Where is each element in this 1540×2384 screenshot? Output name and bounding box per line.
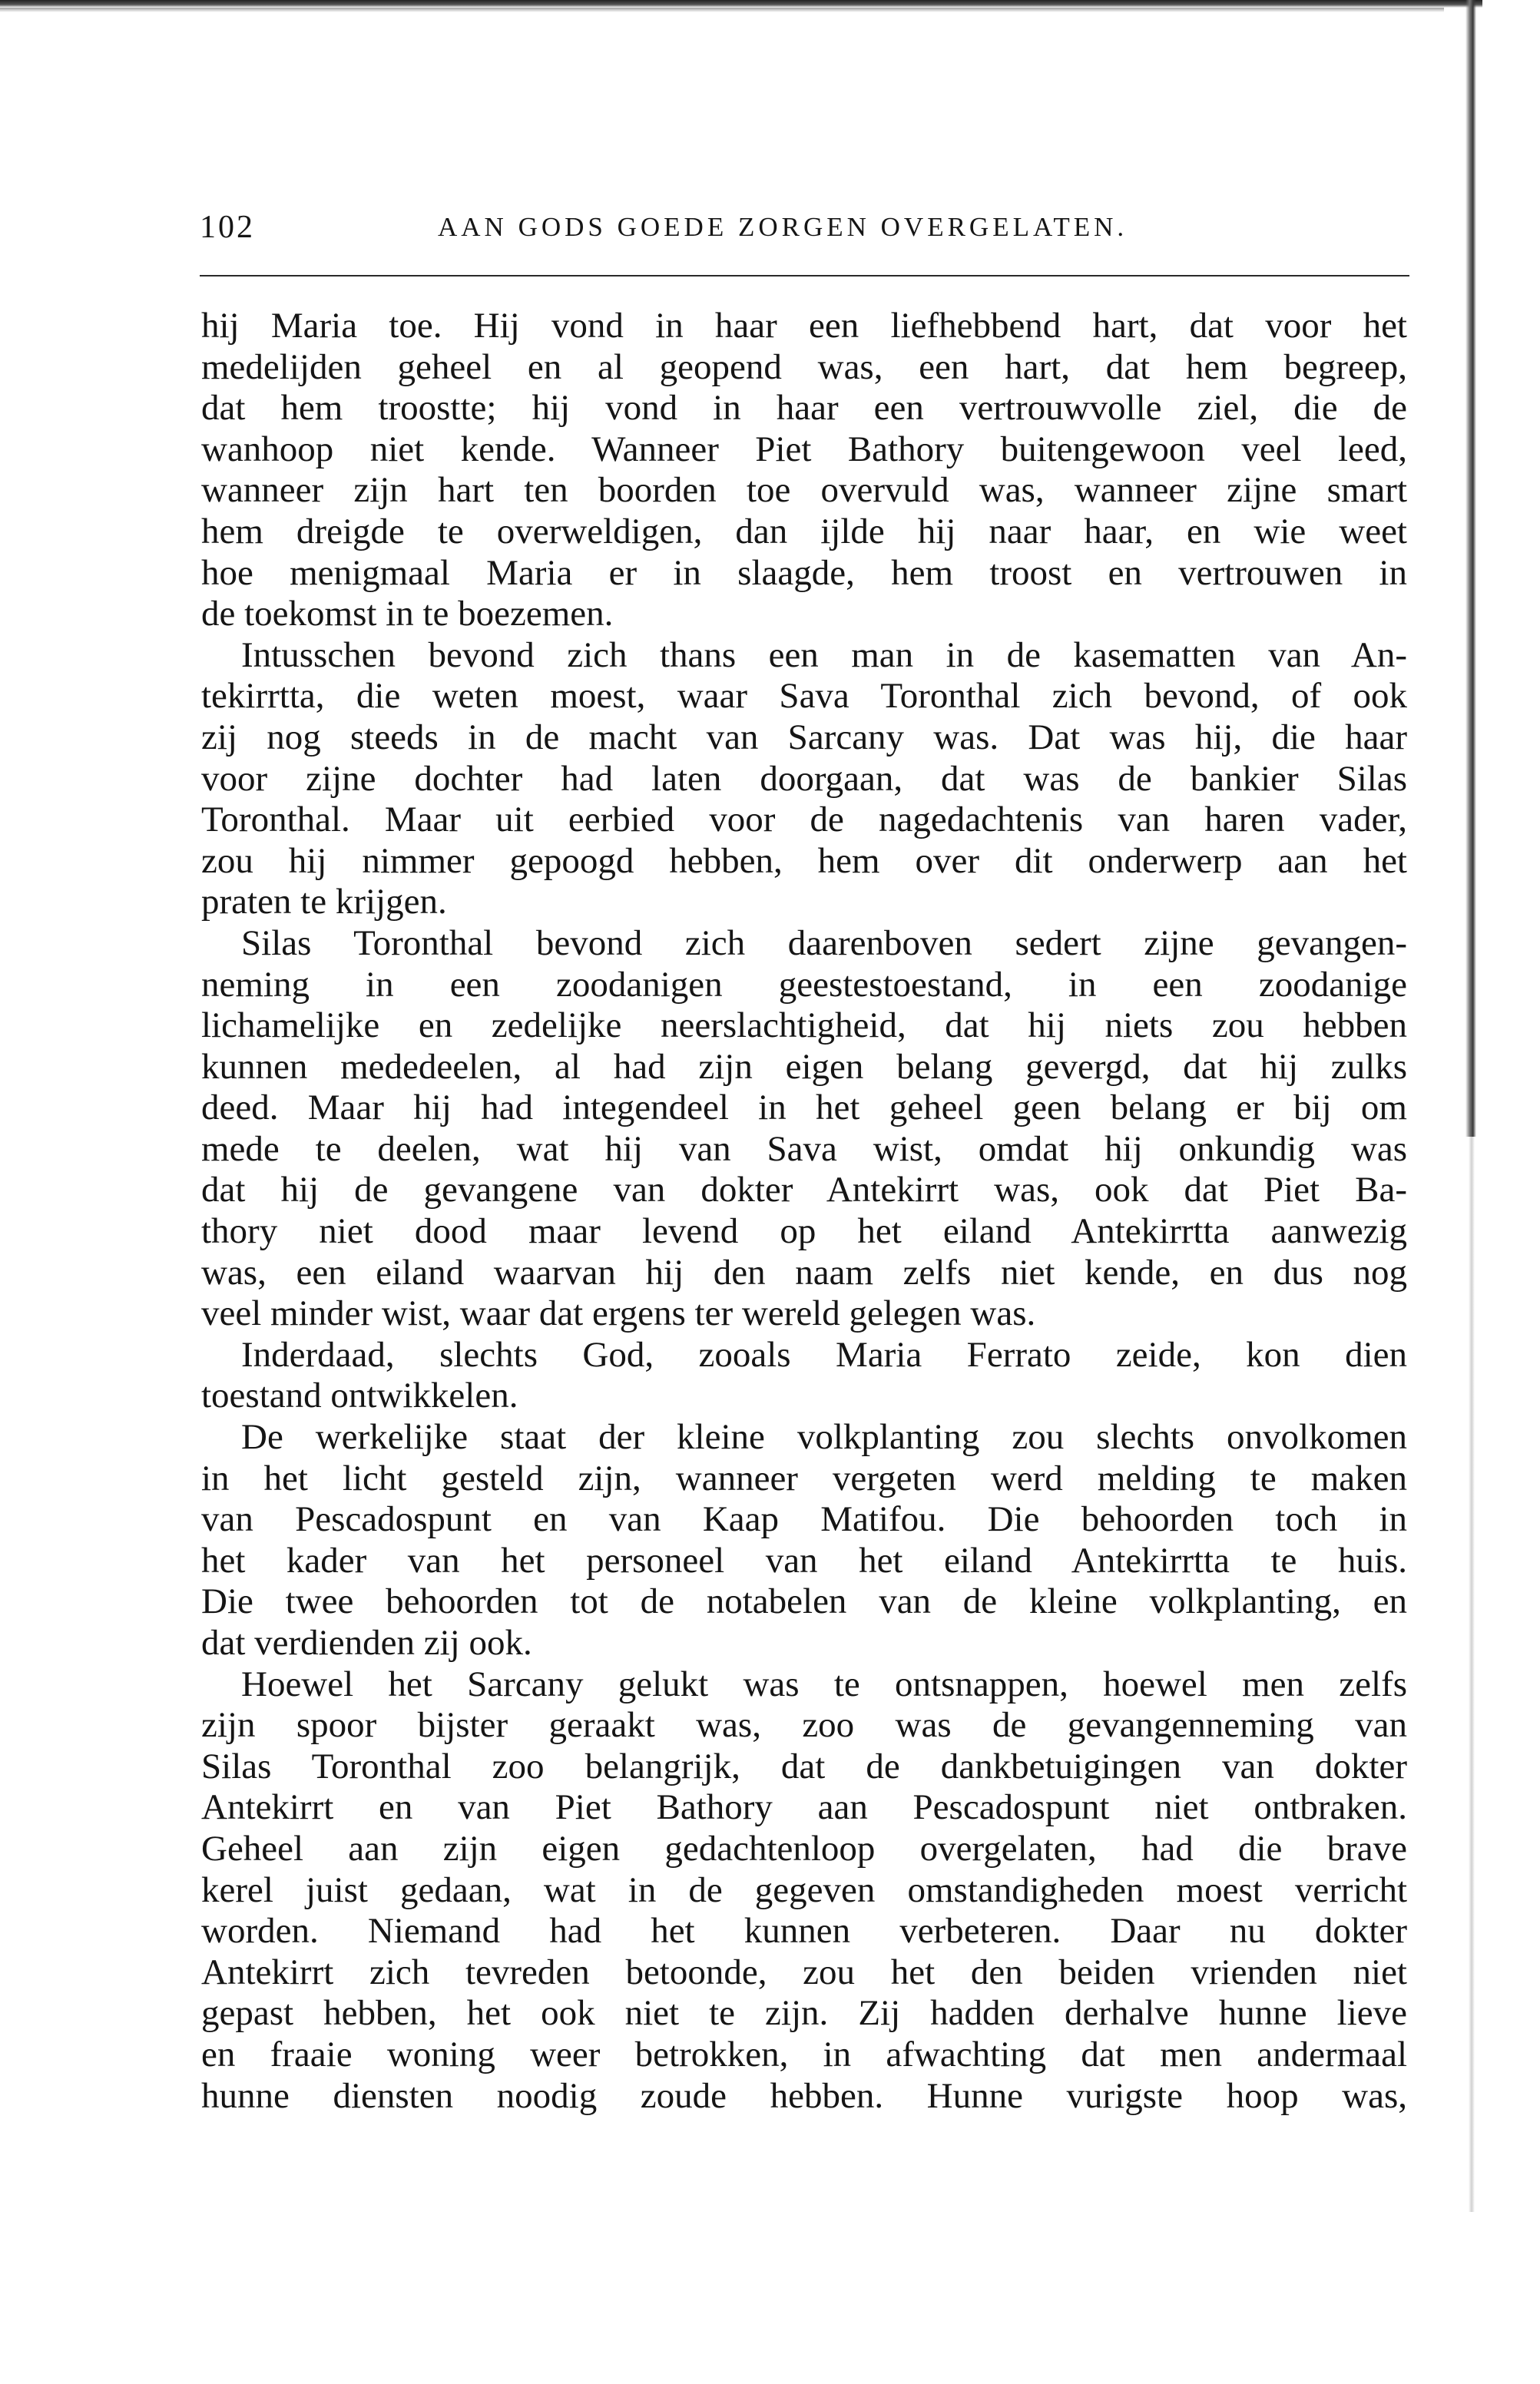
text-line: deed. Maar hij had integendeel in het geheel geen belang er bij om bbox=[201, 1088, 1407, 1128]
scan-top-edge bbox=[0, 0, 1482, 8]
text-line: Die twee behoorden tot de notabelen van de kleine volkplanting, en bbox=[201, 1581, 1407, 1622]
text-line: wanneer zijn hart ten boorden toe overvuld was, wanneer zijne smart bbox=[201, 470, 1407, 511]
text-line: tekirrtta, die weten moest, waar Sava Toronthal zich bevond, of ook bbox=[201, 676, 1407, 717]
text-line: gepast hebben, het ook niet te zijn. Zij hadden derhalve hunne lieve bbox=[201, 1993, 1407, 2034]
text-line: Toronthal. Maar uit eerbied voor de nagedachtenis van haren vader, bbox=[201, 800, 1407, 840]
page-header bbox=[200, 209, 1409, 255]
text-line: van Pescadospunt en van Kaap Matifou. Die behoorden toch in bbox=[201, 1499, 1407, 1540]
text-line: hoe menigmaal Maria er in slaagde, hem troost en vertrouwen in bbox=[201, 552, 1407, 593]
text-line: kerel juist gedaan, wat in de gegeven omstandigheden moest verricht bbox=[201, 1869, 1407, 1910]
text-line: lichamelijke en zedelijke neerslachtigheid, dat hij niets zou hebben bbox=[201, 1005, 1407, 1046]
text-line: thory niet dood maar levend op het eiland Antekirrtta aanwezig bbox=[201, 1211, 1407, 1252]
text-line: het kader van het personeel van het eiland Antekirrtta te huis. bbox=[201, 1540, 1407, 1581]
text-line: Intusschen bevond zich thans een man in de kasematten van An- bbox=[241, 634, 1407, 675]
text-line: de toekomst in te boezemen. bbox=[201, 594, 614, 634]
text-line: Antekirrt en van Piet Bathory aan Pescadospunt niet ontbraken. bbox=[201, 1787, 1407, 1828]
text-line: neming in een zoodanigen geestestoestand, in een zoodanige bbox=[201, 964, 1407, 1005]
text-line: kunnen mededeelen, al had zijn eigen belang gevergd, dat hij zulks bbox=[201, 1046, 1407, 1087]
running-title: AAN GODS GOEDE ZORGEN OVERGELATEN. bbox=[438, 212, 1128, 242]
text-line: dat verdienden zij ook. bbox=[201, 1623, 532, 1663]
text-line: mede te deelen, wat hij van Sava wist, omdat hij onkundig was bbox=[201, 1128, 1407, 1169]
text-line: dat hem troostte; hij vond in haar een vertrouwvolle ziel, die de bbox=[201, 388, 1407, 429]
text-line: voor zijne dochter had laten doorgaan, dat was de bankier Silas bbox=[201, 758, 1407, 799]
text-line: Geheel aan zijn eigen gedachtenloop overgelaten, had die brave bbox=[201, 1828, 1407, 1869]
body-text bbox=[201, 306, 1407, 2164]
text-line: zou hij nimmer gepoogd hebben, hem over dit onderwerp aan het bbox=[201, 840, 1407, 881]
text-line: zij nog steeds in de macht van Sarcany was. Dat was hij, die haar bbox=[201, 717, 1407, 757]
scan-right-shadow bbox=[1469, 1137, 1475, 2212]
text-line: medelijden geheel en al geopend was, een hart, dat hem begreep, bbox=[201, 346, 1407, 387]
header-rule bbox=[200, 275, 1409, 276]
text-line: Hoewel het Sarcany gelukt was te ontsnappen, hoewel men zelfs bbox=[241, 1664, 1407, 1704]
text-line: Antekirrt zich tevreden betoonde, zou het den beiden vrienden niet bbox=[201, 1952, 1407, 1992]
text-line: dat hij de gevangene van dokter Antekirrt was, ook dat Piet Ba- bbox=[201, 1170, 1407, 1210]
text-line: hij Maria toe. Hij vond in haar een liefhebbend hart, dat voor het bbox=[201, 306, 1407, 346]
text-line: was, een eiland waarvan hij den naam zelfs niet kende, en dus nog bbox=[201, 1252, 1407, 1293]
text-line: Inderdaad, slechts God, zooals Maria Ferrato zeide, kon dien bbox=[241, 1334, 1407, 1375]
text-line: hunne diensten noodig zoude hebben. Hunne vurigste hoop was, bbox=[201, 2075, 1407, 2116]
text-line: in het licht gesteld zijn, wanneer vergeten werd melding te maken bbox=[201, 1458, 1407, 1498]
text-line: Silas Toronthal zoo belangrijk, dat de dankbetuigingen van dokter bbox=[201, 1746, 1407, 1786]
scan-top-shadow bbox=[0, 8, 1444, 12]
text-line: wanhoop niet kende. Wanneer Piet Bathory buitengewoon veel leed, bbox=[201, 429, 1407, 469]
text-line: toestand ontwikkelen. bbox=[201, 1376, 518, 1416]
text-line: hem dreigde te overweldigen, dan ijlde hij naar haar, en wie weet bbox=[201, 511, 1407, 551]
page-number: 102 bbox=[200, 210, 255, 245]
text-line: praten te krijgen. bbox=[201, 882, 447, 922]
text-line: veel minder wist, waar dat ergens ter wereld gelegen was. bbox=[201, 1293, 1036, 1334]
text-line: Silas Toronthal bevond zich daarenboven sedert zijne gevangen- bbox=[241, 922, 1407, 963]
text-line: worden. Niemand had het kunnen verbeteren. Daar nu dokter bbox=[201, 1911, 1407, 1952]
text-line: en fraaie woning weer betrokken, in afwachting dat men andermaal bbox=[201, 2034, 1407, 2074]
text-line: zijn spoor bijster geraakt was, zoo was de gevangenneming van bbox=[201, 1705, 1407, 1746]
scan-right-edge bbox=[1465, 0, 1476, 1137]
text-line: De werkelijke staat der kleine volkplanting zou slechts onvolkomen bbox=[241, 1417, 1407, 1458]
